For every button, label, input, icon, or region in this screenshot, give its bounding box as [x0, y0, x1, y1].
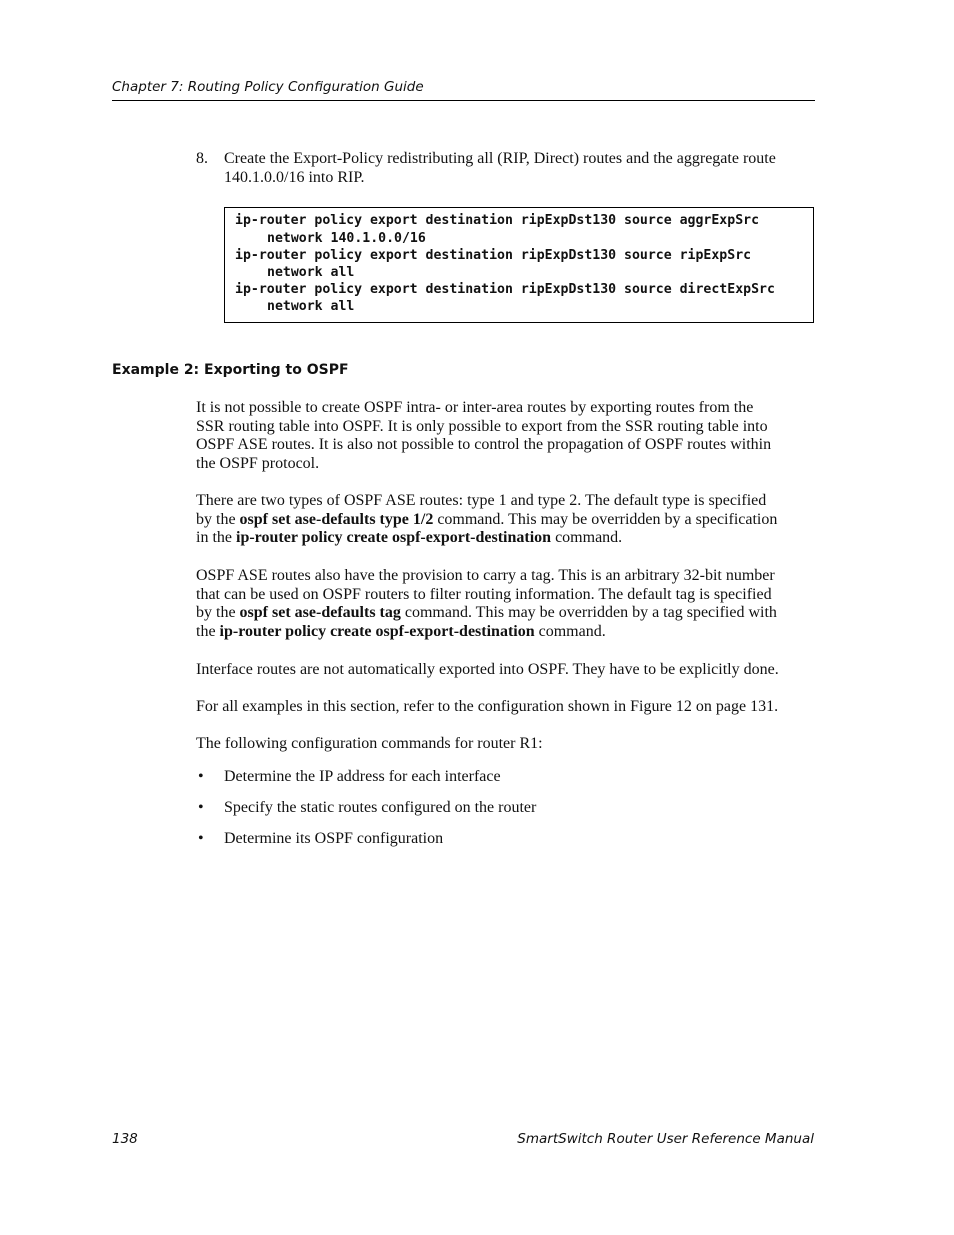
code-block [224, 207, 814, 323]
step-text [224, 149, 816, 187]
step-text-line: 140.1.0.0/16 into RIP. [224, 169, 365, 186]
paragraph-figure-reference: For all examples in this section, refer to the configuration shown in Figure 12 on page 131. [196, 698, 779, 715]
section-heading: Example 2: Exporting to OSPF [112, 362, 349, 378]
code-line: ip-router policy export destination ripExpDst130 source aggrExpSrc [235, 213, 760, 228]
paragraph-line: There are two types of OSPF ASE routes: type 1 and type 2. The default type is specified [196, 492, 767, 509]
list-item-text: Determine the IP address for each interface [224, 768, 501, 785]
list-item-text: Determine its OSPF configuration [224, 830, 444, 847]
code-line: network 140.1.0.0/16 [267, 231, 426, 246]
paragraph-ospf-intro [196, 399, 818, 474]
paragraph-line: OSPF ASE routes. It is also not possible to control the propagation of OSPF routes within [196, 436, 772, 454]
paragraph-line: the OSPF protocol. [196, 455, 320, 473]
command-text: ospf set ase-defaults type 1/2 [239, 510, 434, 528]
paragraph-line: SSR routing table into OSPF. It is only possible to export from the SSR routing table into [196, 417, 768, 435]
paragraph-ase-types [196, 492, 818, 548]
list-item-text: Specify the static routes configured on the router [224, 799, 537, 816]
paragraph-line: that can be used on OSPF routers to filter routing information. The default tag is specified [196, 585, 772, 603]
paragraph-line: in the ip-router policy create ospf-export-destination command. [196, 529, 623, 547]
code-line: network all [267, 299, 355, 314]
paragraph-commands-intro: The following configuration commands for router R1: [196, 735, 543, 752]
paragraph-line: by the ospf set ase-defaults type 1/2 command. This may be overridden by a specification [196, 510, 778, 528]
paragraph-line: OSPF ASE routes also have the provision to carry a tag. This is an arbitrary 32-bit number [196, 567, 775, 584]
code-line: network all [267, 265, 355, 280]
paragraph-line: the ip-router policy create ospf-export-destination command. [196, 623, 606, 641]
bullet-icon: • [198, 830, 204, 847]
manual-title: SmartSwitch Router User Reference Manual [517, 1131, 814, 1147]
step-text-line: Create the Export-Policy redistributing all (RIP, Direct) routes and the aggregate route [224, 150, 776, 167]
running-header [112, 79, 815, 101]
code-line: ip-router policy export destination ripExpDst130 source ripExpSrc [235, 248, 752, 263]
bullet-icon: • [198, 799, 204, 816]
paragraph-ase-tag [196, 567, 818, 642]
bullet-icon: • [198, 768, 204, 785]
page-number: 138 [112, 1131, 138, 1147]
command-text: ospf set ase-defaults tag [239, 604, 401, 622]
command-text: ip-router policy create ospf-export-destination [219, 623, 535, 641]
paragraph-line: It is not possible to create OSPF intra- or inter-area routes by exporting routes from the [196, 399, 754, 416]
paragraph-interface-routes: Interface routes are not automatically exported into OSPF. They have to be explicitly done. [196, 661, 779, 678]
code-line: ip-router policy export destination ripExpDst130 source directExpSrc [235, 282, 775, 297]
paragraph-line: by the ospf set ase-defaults tag command. This may be overridden by a tag specified with [196, 604, 777, 622]
step-number: 8. [196, 150, 208, 167]
command-text: ip-router policy create ospf-export-destination [236, 529, 552, 547]
running-title: Chapter 7: Routing Policy Configuration Guide [112, 79, 424, 95]
